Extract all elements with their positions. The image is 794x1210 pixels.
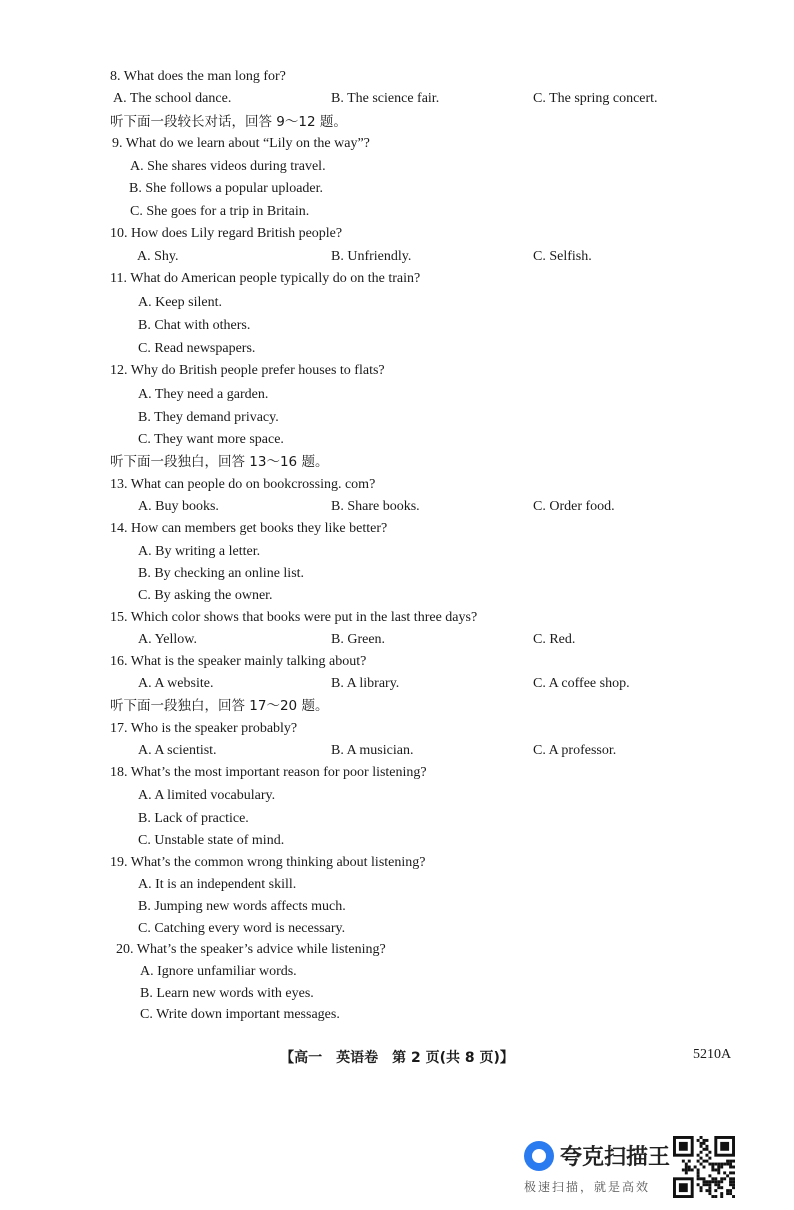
line-text: 16. What is the speaker mainly talking about? xyxy=(110,654,367,669)
watermark-subtitle: 极速扫描，就是高效 xyxy=(524,1180,651,1194)
line-text: 10. How does Lily regard British people? xyxy=(110,226,343,241)
line-text: C. She goes for a trip in Britain. xyxy=(130,204,310,219)
text-line xyxy=(0,66,794,88)
text-line xyxy=(0,474,794,496)
section-instruction xyxy=(0,111,794,133)
text-line xyxy=(0,360,794,382)
option-c: C. The spring concert. xyxy=(533,91,658,106)
text-line xyxy=(0,585,794,607)
text-line xyxy=(0,541,794,563)
option-a: A. The school dance. xyxy=(113,91,232,106)
option-c: C. Order food. xyxy=(533,499,615,514)
text-line xyxy=(0,961,794,983)
line-text: B. Jumping new words affects much. xyxy=(138,899,346,914)
line-text: 9. What do we learn about “Lily on the way”? xyxy=(112,136,370,151)
text-line xyxy=(0,896,794,918)
text-line xyxy=(0,718,794,740)
option-a: A. Shy. xyxy=(137,249,179,264)
line-text: 19. What’s the common wrong thinking about listening? xyxy=(110,855,426,870)
option-b: B. Green. xyxy=(331,632,386,647)
options-row xyxy=(0,629,794,651)
option-b: B. A library. xyxy=(331,676,400,691)
text-line xyxy=(0,762,794,784)
text-line xyxy=(0,201,794,223)
text-line xyxy=(0,156,794,178)
line-text: A. By writing a letter. xyxy=(138,544,261,559)
option-b: B. A musician. xyxy=(331,743,414,758)
text-line xyxy=(0,268,794,290)
text-line xyxy=(0,830,794,852)
text-line xyxy=(0,178,794,200)
option-a: A. Yellow. xyxy=(138,632,197,647)
text-line xyxy=(0,292,794,314)
line-text: 13. What can people do on bookcrossing. com? xyxy=(110,477,376,492)
text-line xyxy=(0,315,794,337)
text-line xyxy=(0,918,794,940)
paper-code: 5210A xyxy=(693,1047,732,1062)
text-line xyxy=(0,852,794,874)
option-c: C. Selfish. xyxy=(533,249,592,264)
option-b: B. Share books. xyxy=(331,499,420,514)
line-text: 听下面一段独白，回答 13～16 题。 xyxy=(110,454,329,470)
line-text: C. Catching every word is necessary. xyxy=(138,921,346,936)
line-text: B. Lack of practice. xyxy=(138,811,249,826)
line-text: 听下面一段较长对话，回答 9～12 题。 xyxy=(110,114,347,130)
line-text: C. They want more space. xyxy=(138,432,284,447)
line-text: B. Learn new words with eyes. xyxy=(140,986,314,1001)
option-b: B. The science fair. xyxy=(331,91,440,106)
options-row xyxy=(0,88,794,110)
line-text: 17. Who is the speaker probably? xyxy=(110,721,298,736)
line-text: A. A limited vocabulary. xyxy=(138,788,276,803)
text-line xyxy=(0,518,794,540)
options-row xyxy=(0,496,794,518)
text-line xyxy=(0,407,794,429)
line-text: 20. What’s the speaker’s advice while listening? xyxy=(116,942,386,957)
option-a: A. A scientist. xyxy=(138,743,217,758)
options-row xyxy=(0,673,794,695)
line-text: B. Chat with others. xyxy=(138,318,251,333)
line-text: A. She shares videos during travel. xyxy=(130,159,326,174)
line-text: C. Unstable state of mind. xyxy=(138,833,285,848)
line-text: B. By checking an online list. xyxy=(138,566,305,581)
line-text: 14. How can members get books they like better? xyxy=(110,521,388,536)
text-line xyxy=(0,223,794,245)
qr-code-icon xyxy=(673,1136,735,1198)
line-text: B. They demand privacy. xyxy=(138,410,279,425)
text-line xyxy=(0,651,794,673)
text-line xyxy=(0,607,794,629)
option-c: C. A professor. xyxy=(533,743,617,758)
line-text: C. By asking the owner. xyxy=(138,588,273,603)
option-c: C. A coffee shop. xyxy=(533,676,630,691)
text-line xyxy=(0,384,794,406)
line-text: 11. What do American people typically do on the train? xyxy=(110,271,421,286)
options-row xyxy=(0,740,794,762)
text-line xyxy=(0,133,794,155)
text-line xyxy=(0,429,794,451)
line-text: 18. What’s the most important reason for poor listening? xyxy=(110,765,427,780)
line-text: A. It is an independent skill. xyxy=(138,877,297,892)
line-text: 听下面一段独白，回答 17～20 题。 xyxy=(110,698,329,714)
scanner-logo-icon xyxy=(524,1141,554,1171)
option-c: C. Red. xyxy=(533,632,576,647)
section-instruction xyxy=(0,695,794,717)
line-text: A. Keep silent. xyxy=(138,295,222,310)
line-text: C. Read newspapers. xyxy=(138,341,256,356)
section-instruction xyxy=(0,451,794,473)
option-a: A. A website. xyxy=(138,676,214,691)
text-line xyxy=(0,808,794,830)
text-line xyxy=(0,983,794,1005)
option-b: B. Unfriendly. xyxy=(331,249,412,264)
text-line xyxy=(0,785,794,807)
options-row xyxy=(0,246,794,268)
page-footer: 【高一 英语卷 第 2 页(共 8 页)】 xyxy=(280,1050,514,1066)
line-text: B. She follows a popular uploader. xyxy=(129,181,324,196)
line-text: 12. Why do British people prefer houses to flats? xyxy=(110,363,385,378)
line-text: 15. Which color shows that books were put in the last three days? xyxy=(110,610,478,625)
text-line xyxy=(0,563,794,585)
text-line xyxy=(0,338,794,360)
text-line xyxy=(0,1004,794,1026)
text-line xyxy=(0,874,794,896)
text-line xyxy=(0,939,794,961)
watermark-title: 夸克扫描王 xyxy=(560,1145,671,1170)
line-text: 8. What does the man long for? xyxy=(110,69,286,84)
line-text: C. Write down important messages. xyxy=(140,1007,340,1022)
line-text: A. They need a garden. xyxy=(138,387,269,402)
line-text: A. Ignore unfamiliar words. xyxy=(140,964,297,979)
option-a: A. Buy books. xyxy=(138,499,219,514)
